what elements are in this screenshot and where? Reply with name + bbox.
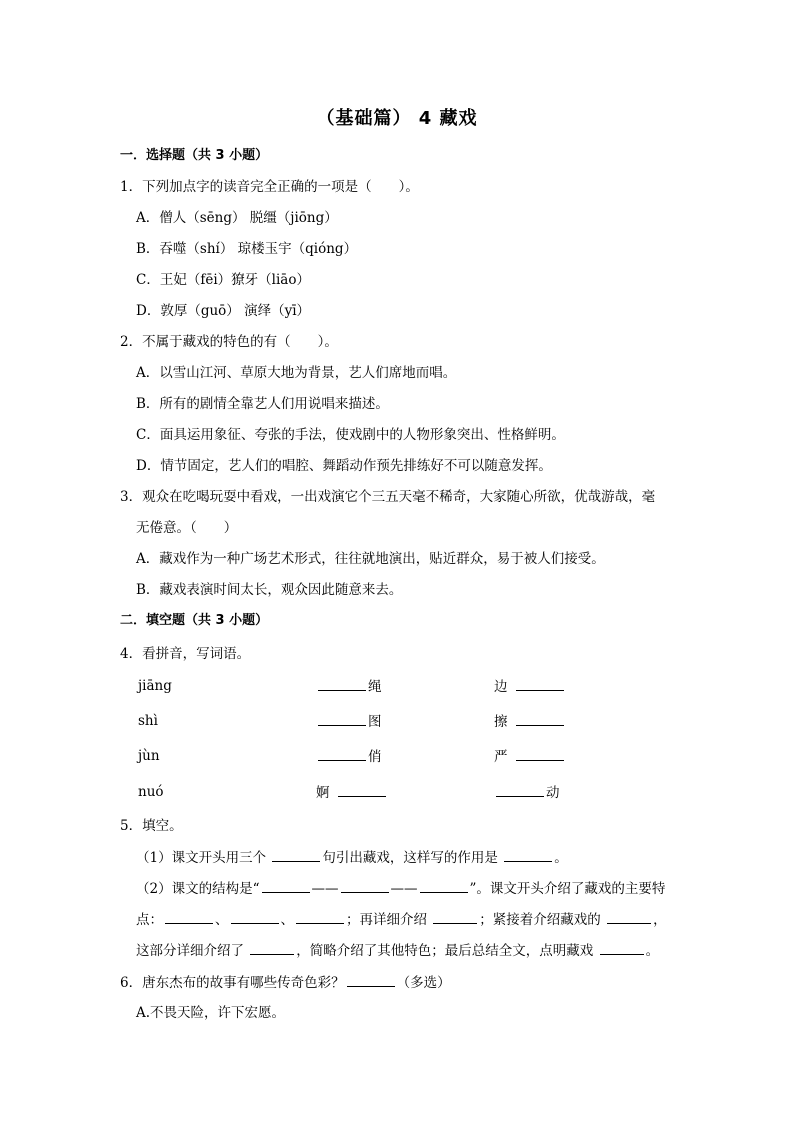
word-cell <box>494 676 566 697</box>
answer-blank[interactable] <box>296 909 344 924</box>
text-run: ，简略介绍了其他特色；最后总结全文，点明藏戏 <box>296 943 594 959</box>
section-heading-fill: 二．填空题（共 3 小题） <box>120 613 269 628</box>
word-char: 绳 <box>368 679 382 695</box>
answer-blank[interactable] <box>318 746 366 761</box>
word-char: 俏 <box>368 749 382 765</box>
answer-blank[interactable] <box>516 711 564 726</box>
text-run: 。 <box>554 850 568 866</box>
question-3-stem-line-2: 无倦意。（ ） <box>136 520 238 536</box>
question-2-option-b: B．所有的剧情全靠艺人们用说唱来描述。 <box>136 396 389 412</box>
word-char: 擦 <box>494 714 508 730</box>
answer-blank[interactable] <box>516 676 564 691</box>
question-2-option-d: D．情节固定，艺人们的唱腔、舞蹈动作预先排练好不可以随意发挥。 <box>136 458 552 474</box>
answer-blank[interactable] <box>496 782 544 797</box>
answer-blank[interactable] <box>165 909 213 924</box>
answer-blank[interactable] <box>250 940 294 955</box>
text-run: 这部分详细介绍了 <box>136 943 244 959</box>
answer-blank[interactable] <box>600 940 644 955</box>
pinyin-label: shì <box>138 713 158 729</box>
question-3-option-b: B．藏戏表演时间太长，观众因此随意来去。 <box>136 582 403 598</box>
text-run: （2）课文的结构是“ <box>136 881 260 897</box>
word-char: 动 <box>546 785 560 801</box>
question-4-stem: 4．看拼音，写词语。 <box>120 646 251 662</box>
question-3-stem-line-1: 3．观众在吃喝玩耍中看戏，一出戏演它个三五天毫不稀奇，大家随心所欲，优哉游哉，毫 <box>120 489 656 505</box>
word-cell <box>494 746 566 767</box>
answer-blank[interactable] <box>231 909 279 924</box>
text-run: 点： <box>136 912 163 928</box>
text-run: 句引出藏戏，这样写的作用是 <box>322 850 498 866</box>
question-2-option-a: A．以雪山江河、草原大地为背景，艺人们席地而唱。 <box>136 365 457 381</box>
answer-blank[interactable] <box>272 847 320 862</box>
question-5-part-2-line-2 <box>136 909 667 930</box>
word-char: 边 <box>494 679 508 695</box>
answer-blank[interactable] <box>607 909 651 924</box>
answer-blank[interactable] <box>338 782 386 797</box>
question-1-option-d: D．敦厚（guō） 演绎（yī） <box>136 303 311 319</box>
document-title: （基础篇） 4 藏戏 <box>316 108 478 129</box>
text-run: 。 <box>645 943 660 959</box>
text-run: ；再详细介绍 <box>346 912 427 928</box>
answer-blank[interactable] <box>504 847 552 862</box>
question-1-option-b: B．吞噬（shí） 琼楼玉宇（qióng） <box>136 241 358 257</box>
text-run: 、 <box>215 912 229 928</box>
answer-blank[interactable] <box>341 878 389 893</box>
word-cell <box>494 782 560 803</box>
question-5-part-2 <box>136 878 665 899</box>
pinyin-label: jiāng <box>138 678 172 694</box>
text-run: 、 <box>280 912 294 928</box>
section-heading-choice: 一．选择题（共 3 小题） <box>120 148 269 163</box>
word-char: 严 <box>494 749 508 765</box>
pinyin-label: nuó <box>138 784 164 800</box>
text-run: （多选） <box>396 975 451 991</box>
word-cell <box>316 676 382 697</box>
word-cell <box>494 711 566 732</box>
question-5-stem: 5．填空。 <box>120 818 183 834</box>
answer-blank[interactable] <box>347 972 395 987</box>
question-2-stem: 2．不属于藏戏的特色的有（ ）。 <box>120 334 338 350</box>
word-char: 图 <box>368 714 382 730</box>
text-run: ；紧接着介绍藏戏的 <box>479 912 601 928</box>
pinyin-label: jùn <box>138 748 160 764</box>
question-3-option-a: A．藏戏作为一种广场艺术形式，往往就地演出，贴近群众，易于被人们接受。 <box>136 551 605 567</box>
answer-blank[interactable] <box>420 878 468 893</box>
answer-blank[interactable] <box>318 676 366 691</box>
question-1-option-a: A．僧人（sēng） 脱缰（jiōng） <box>136 210 338 226</box>
answer-blank[interactable] <box>516 746 564 761</box>
text-run: ”。课文开头介绍了藏戏的主要特 <box>469 881 666 897</box>
text-run: 6．唐东杰布的故事有哪些传奇色彩？ <box>120 975 345 991</box>
text-run: —— <box>311 881 339 897</box>
question-6-option-a: A.不畏天险，许下宏愿。 <box>136 1005 286 1021</box>
word-char: 婀 <box>316 785 330 801</box>
word-cell <box>316 711 382 732</box>
word-cell <box>316 782 388 803</box>
answer-blank[interactable] <box>433 909 477 924</box>
answer-blank[interactable] <box>318 711 366 726</box>
question-5-part-2-line-3 <box>136 940 659 961</box>
question-5-part-1 <box>136 847 568 868</box>
text-run: —— <box>390 881 418 897</box>
answer-blank[interactable] <box>262 878 310 893</box>
question-1-stem: 1．下列加点字的读音完全正确的一项是（ ）。 <box>120 179 419 195</box>
question-1-option-c: C．王妃（fēi）獠牙（liāo） <box>136 272 310 288</box>
word-cell <box>316 746 382 767</box>
text-run: ， <box>653 912 667 928</box>
text-run: （1）课文开头用三个 <box>136 850 267 866</box>
question-2-option-c: C．面具运用象征、夸张的手法，使戏剧中的人物形象突出、性格鲜明。 <box>136 427 565 443</box>
question-6-stem <box>120 972 451 993</box>
